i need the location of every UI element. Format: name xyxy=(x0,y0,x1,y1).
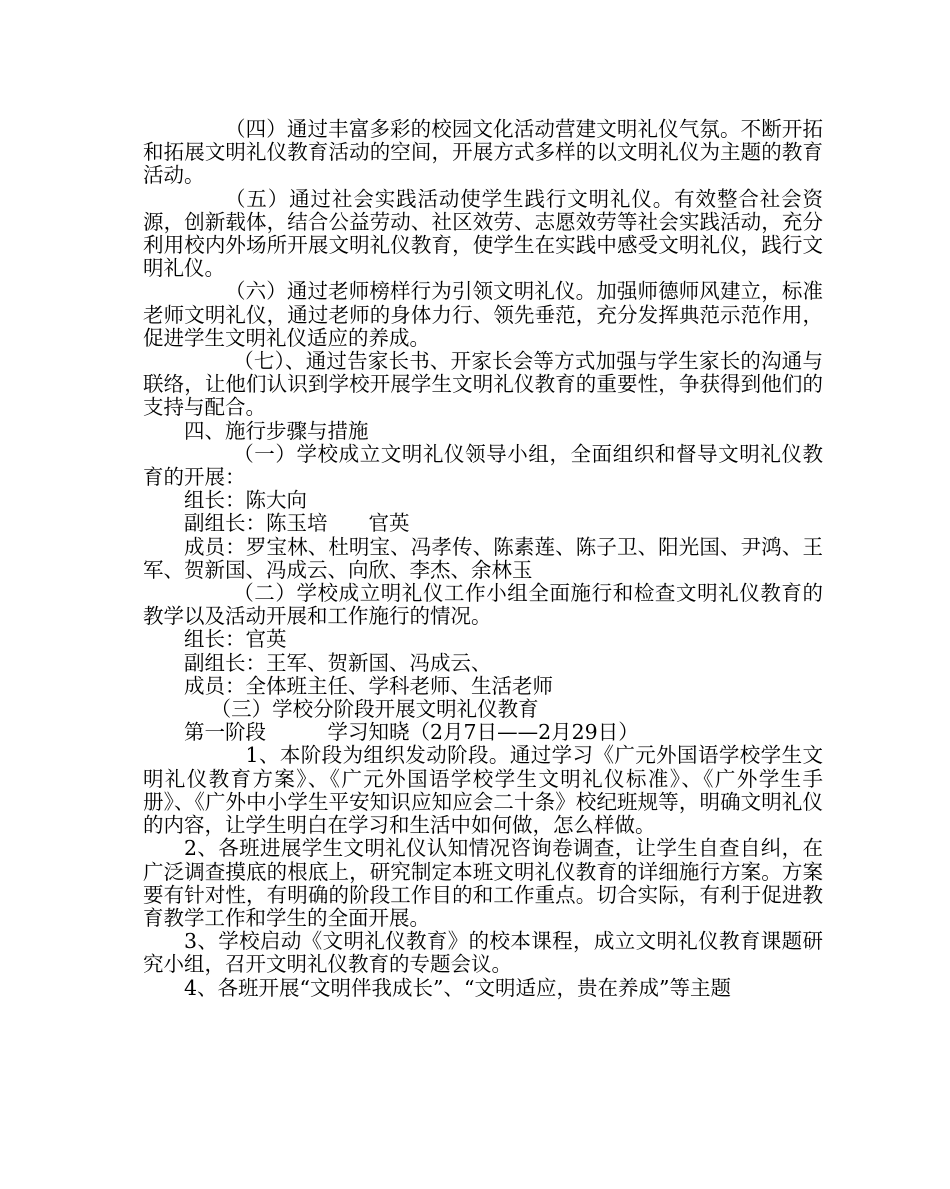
paragraph: 成员：罗宝林、杜明宝、冯孝传、陈素莲、陈子卫、阳光国、尹鸿、王军、贺新国、冯成云、向欣、李杰、余林玉 xyxy=(143,534,823,582)
paragraph: （一）学校成立文明礼仪领导小组，全面组织和督导文明礼仪教育的开展： xyxy=(143,441,823,490)
paragraph: 1、本阶段为组织发动阶段。通过学习《广元外国语学校学生文明礼仪教育方案》、《广元外国语学校学生文明礼仪标准》、《广外学生手册》、《广外中小学生平安知识应知应会二十条》校纪班规等，明确文明礼仪的内容，让学生明白在学习和生活中如何做，怎么样做。 xyxy=(143,743,823,838)
paragraph: 组长：官英 xyxy=(184,627,287,652)
paragraph: 组长：陈大向 xyxy=(184,488,307,513)
paragraph: 2、各班进展学生文明礼仪认知情况咨询卷调查，让学生自查自纠，在广泛调查摸底的根底上，研究制定本班文明礼仪教育的详细施行方案。方案要有针对性，有明确的阶段工作目的和工作重点。切合实际，有利于促进教育教学工作和学生的全面开展。 xyxy=(143,836,823,930)
paragraph: （四）通过丰富多彩的校园文化活动营建文明礼仪气氛。不断开拓和拓展文明礼仪教育活动的空间，开展方式多样的以文明礼仪为主题的教育活动。 xyxy=(143,117,823,188)
paragraph: （六）通过老师榜样行为引领文明礼仪。加强师德师风建立，标准老师文明礼仪，通过老师的身体力行、领先垂范，充分发挥典范示范作用，促进学生文明礼仪适应的养成。 xyxy=(143,279,823,350)
paragraph: 4、各班开展“文明伴我成长”、“文明适应，贵在养成”等主题 xyxy=(184,975,731,1000)
paragraph: 副组长：陈玉培 官英 xyxy=(184,511,410,536)
paragraph: （七）、通过告家长书、开家长会等方式加强与学生家长的沟通与联络，让他们认识到学校开展学生文明礼仪教育的重要性，争获得到他们的支持与配合。 xyxy=(143,349,823,420)
document-page xyxy=(143,118,823,1000)
paragraph: （五）通过社会实践活动使学生践行文明礼仪。有效整合社会资源，创新载体，结合公益劳动、社区效劳、志愿效劳等社会实践活动，充分利用校内外场所开展文明礼仪教育，使学生在实践中感受文明礼仪，践行文明礼仪。 xyxy=(143,186,823,281)
paragraph: 成员：全体班主任、学科老师、生活老师 xyxy=(184,673,553,698)
paragraph: 副组长：王军、贺新国、冯成云、 xyxy=(184,650,492,675)
paragraph: 3、学校启动《文明礼仪教育》的校本课程，成立文明礼仪教育课题研究小组，召开文明礼仪教育的专题会议。 xyxy=(143,929,823,977)
paragraph: 四、施行步骤与措施 xyxy=(184,418,369,443)
paragraph: 第一阶段 学习知晓（2月7日——2月29日） xyxy=(184,720,639,745)
paragraph: （二）学校成立明礼仪工作小组全面施行和检查文明礼仪教育的教学以及活动开展和工作施行的情况。 xyxy=(143,581,823,629)
paragraph: （三）学校分阶段开展文明礼仪教育 xyxy=(210,697,539,722)
